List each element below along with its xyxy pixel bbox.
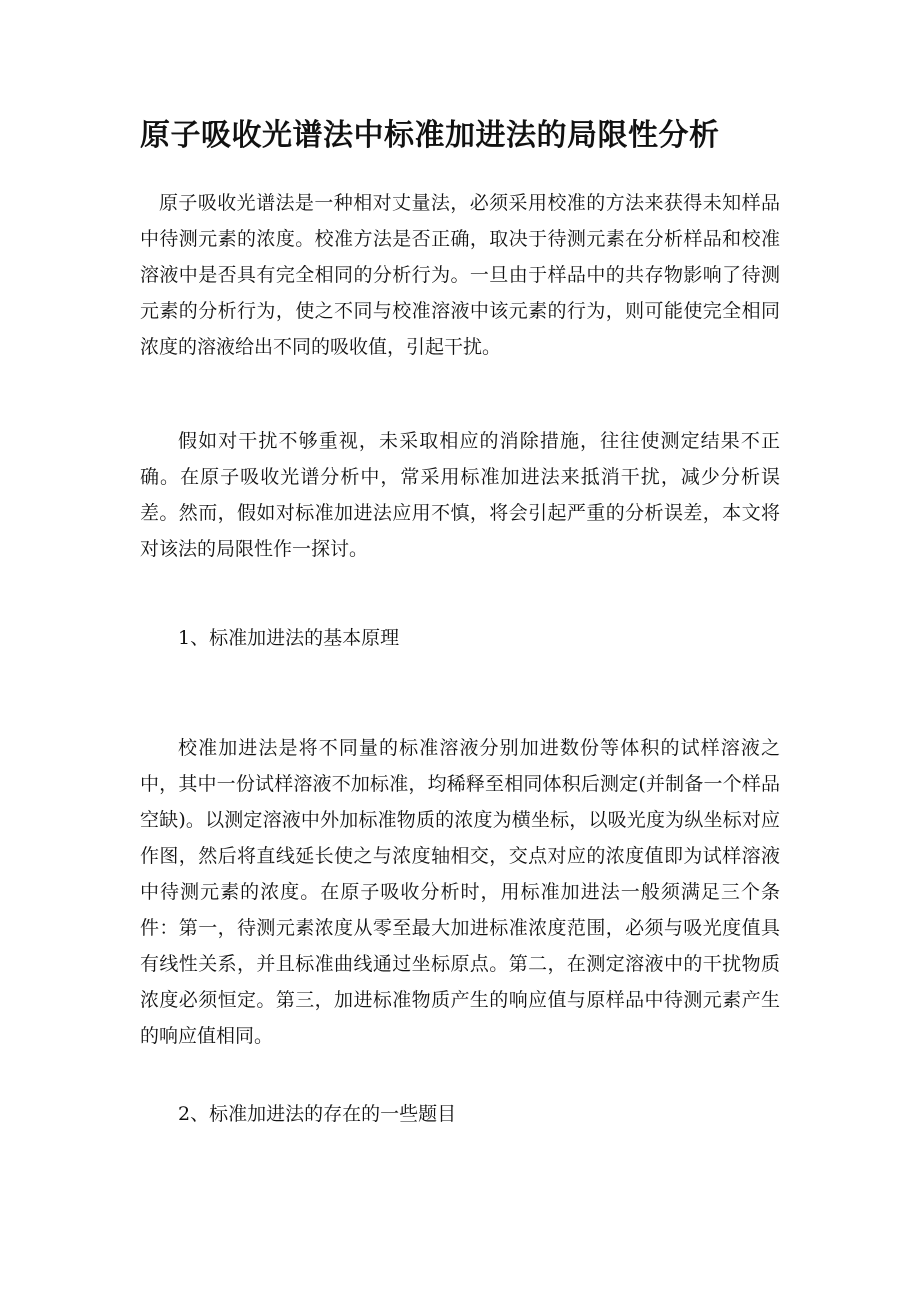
intro-paragraph: 原子吸收光谱法是一种相对丈量法，必须采用校准的方法来获得未知样品中待测元素的浓度。校准方法是否正确，取决于待测元素在分析样品和校准溶液中是否具有完全相同的分析行为。一旦由于样品中的共存物影响了待测元素的分析行为，使之不同与校准溶液中该元素的行为，则可能使完全相同浓度的溶液给出不同的吸收值，引起干扰。 <box>140 192 780 358</box>
section-1-heading: 1、标准加进法的基本原理 <box>178 627 400 649</box>
second-paragraph: 假如对干扰不够重视，未采取相应的消除措施，往往使测定结果不正确。在原子吸收光谱分析中，常采用标准加进法来抵消干扰，减少分析误差。然而，假如对标准加进法应用不慎，将会引起严重的分析误差，本文将对该法的局限性作一探讨。 <box>140 430 780 560</box>
section-1-paragraph: 校准加进法是将不同量的标准溶液分别加进数份等体积的试样溶液之中，其中一份试样溶液不加标准，均稀释至相同体积后测定(并制备一个样品空缺)。以测定溶液中外加标准物质的浓度为横坐标，以吸光度为纵坐标对应作图，然后将直线延长使之与浓度轴相交，交点对应的浓度值即为试样溶液中待测元素的浓度。在原子吸收分析时，用标准加进法一般须满足三个条件：第一，待测元素浓度从零至最大加进标准浓度范围，必须与吸光度值具有线性关系，并且标准曲线通过坐标原点。第二，在测定溶液中的干扰物质浓度必须恒定。第三，加进标准物质产生的响应值与原样品中待测元素产生的响应值相同。 <box>140 737 780 1047</box>
section-2-heading: 2、标准加进法的存在的一些题目 <box>178 1103 457 1125</box>
document-title: 原子吸收光谱法中标准加进法的局限性分析 <box>140 118 720 153</box>
